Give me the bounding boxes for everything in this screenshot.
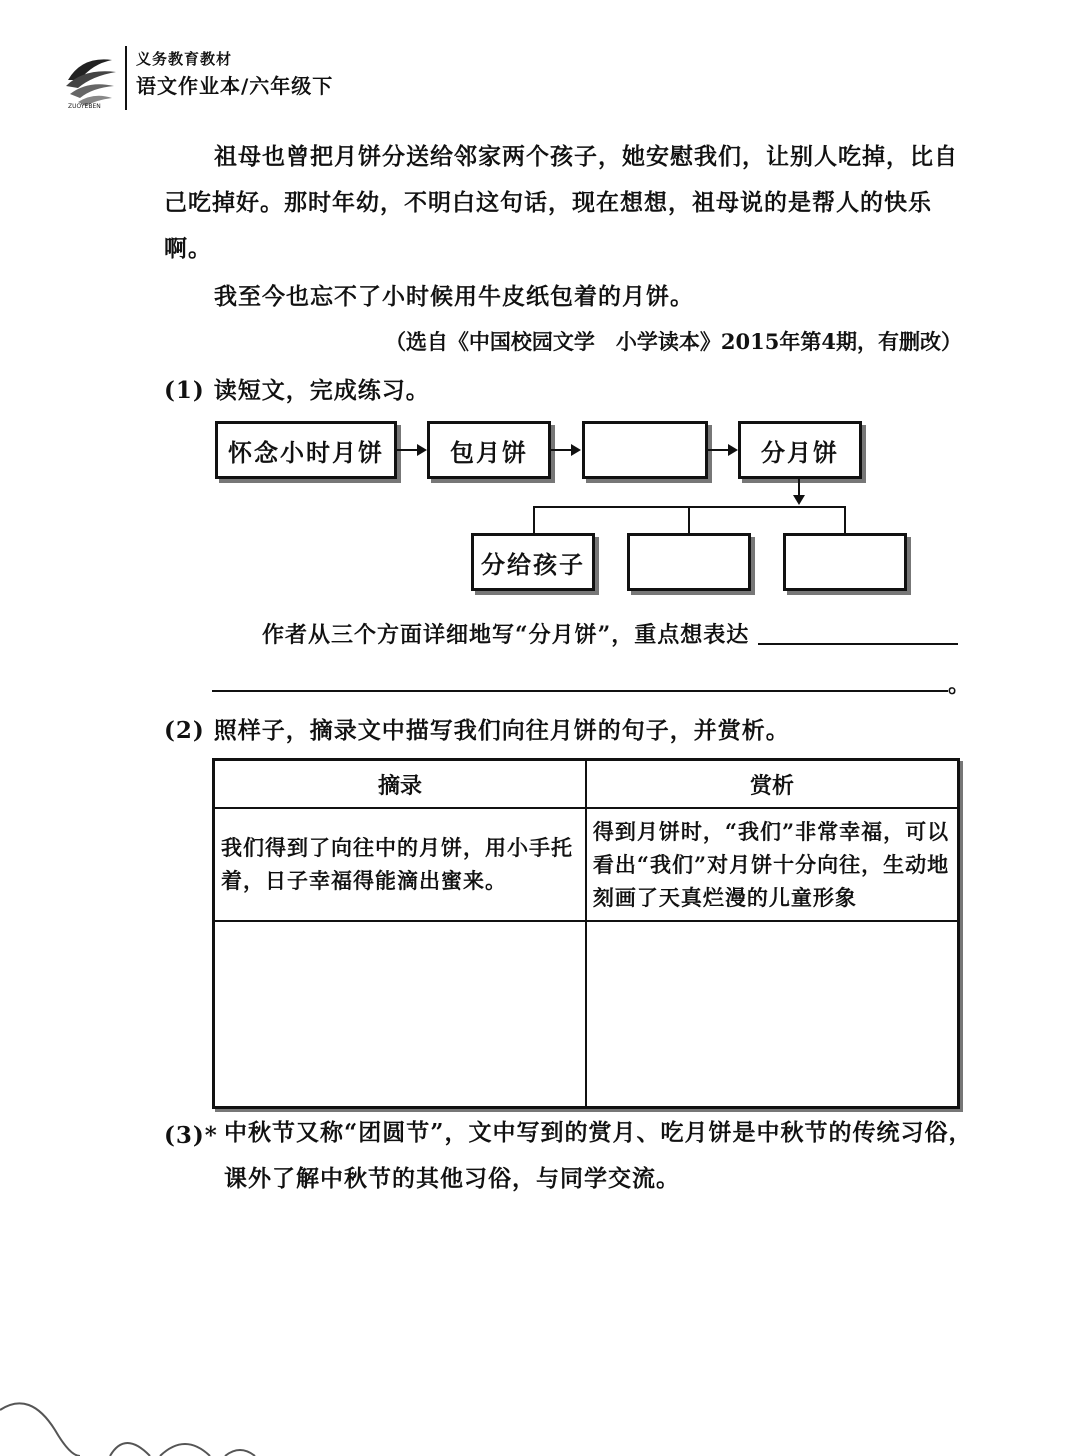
table-row <box>214 921 959 1107</box>
arrow-head-3 <box>728 444 738 456</box>
flow-box-2: 包月饼 <box>427 421 551 479</box>
question-3-text: 中秋节又称“团圆节”，文中写到的赏月、吃月饼是中秋节的传统习俗，课外了解中秋节的其他习俗，与同学交流。 <box>224 1119 973 1192</box>
flow-sub-box-3-blank[interactable] <box>783 533 907 591</box>
sample-appreciation-cell: 得到月饼时，“我们”非常幸福，可以看出“我们”对月饼十分向往，生动地刻画了天真烂漫的儿童形象 <box>586 808 959 921</box>
flow-box-1: 怀念小时月饼 <box>215 421 397 479</box>
answer-line-1[interactable] <box>758 643 958 645</box>
sample-excerpt-cell: 我们得到了向往中的月饼，用小手托着，日子幸福得能滴出蜜来。 <box>214 808 586 921</box>
flow-box-3-blank[interactable] <box>582 421 708 479</box>
arrow-head-1 <box>417 444 427 456</box>
flow-arrow-3 <box>708 449 730 451</box>
question-1-prompt: (1) 读短文，完成练习。 <box>164 377 430 404</box>
answer-line-2[interactable] <box>212 690 948 692</box>
header-appreciation: 赏析 <box>586 760 959 809</box>
excerpt-table <box>212 758 960 1109</box>
cloud-decoration-icon <box>0 1370 300 1456</box>
table-row <box>214 808 959 921</box>
header-excerpt: 摘录 <box>214 760 586 809</box>
publisher-logo-icon <box>62 50 118 110</box>
arrow-head-2 <box>571 444 581 456</box>
logo-text: ZUOYEBEN <box>68 103 101 110</box>
flow-arrow-1 <box>397 449 419 451</box>
answer-appreciation-cell[interactable] <box>586 921 959 1107</box>
header-divider <box>125 46 127 110</box>
passage-paragraph-1: 祖母也曾把月饼分送给邻家两个孩子，她安慰我们，让别人吃掉，比自己吃掉好。那时年幼，不明白这句话，现在想想，祖母说的是帮人的快乐啊。 <box>164 143 958 262</box>
answer-excerpt-cell[interactable] <box>214 921 586 1107</box>
branch-leg-2 <box>688 506 690 533</box>
flow-sub-box-2-blank[interactable] <box>627 533 751 591</box>
flow-sub-box-1: 分给孩子 <box>471 533 595 591</box>
book-title: 语文作业本/六年级下 <box>136 74 334 98</box>
arrow-head-down <box>793 495 805 505</box>
branch-leg-1 <box>533 506 535 533</box>
passage-paragraph-2: 我至今也忘不了小时候用牛皮纸包着的月饼。 <box>214 283 694 310</box>
question-1-sentence: 作者从三个方面详细地写“分月饼”，重点想表达 <box>262 622 750 648</box>
passage-source: （选自《中国校园文学 小学读本》2015年第4期，有删改） <box>384 329 962 354</box>
question-2-prompt: (2) 照样子，摘录文中描写我们向往月饼的句子，并赏析。 <box>164 717 790 744</box>
flow-box-4: 分月饼 <box>738 421 862 479</box>
question-3-label: (3)* <box>164 1122 218 1149</box>
branch-leg-3 <box>844 506 846 533</box>
table-header-row <box>214 760 959 809</box>
series-title: 义务教育教材 <box>136 50 233 68</box>
end-period: 。 <box>948 672 971 698</box>
flow-arrow-2 <box>551 449 573 451</box>
